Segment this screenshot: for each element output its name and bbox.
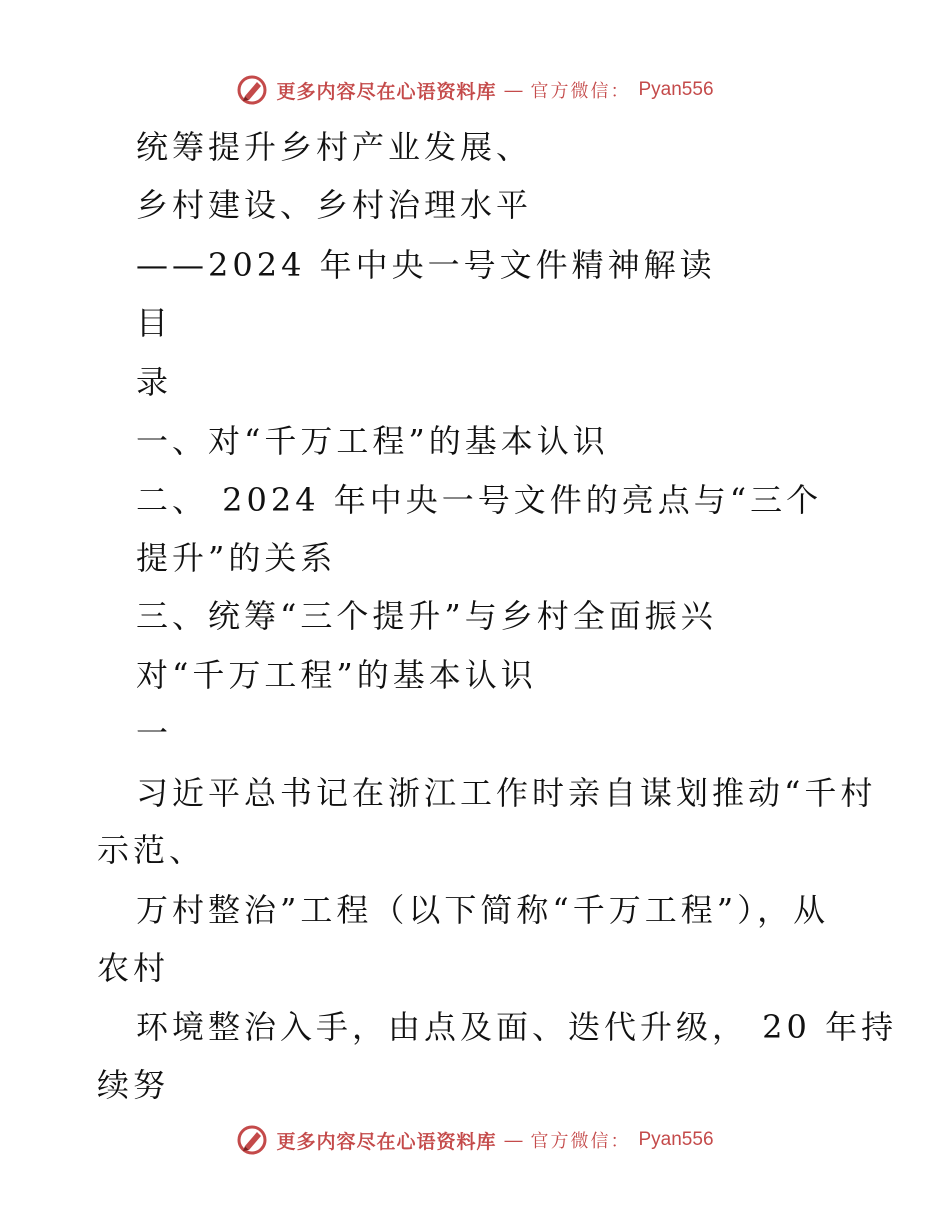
toc-item-1: 一、对“千万工程”的基本认识 xyxy=(136,422,609,460)
subtitle-line: ——2024 年中央一号文件精神解读 xyxy=(136,246,716,284)
watermark-label: 官方微信： xyxy=(530,1131,631,1152)
paragraph-line-3-wrap: 续努 xyxy=(97,1066,170,1104)
watermark-footer xyxy=(0,1120,950,1160)
watermark-label: 官方微信： xyxy=(530,81,631,102)
title-line-1: 统筹提升乡村产业发展、 xyxy=(136,128,533,166)
watermark-dash: — xyxy=(504,1129,523,1150)
watermark-handle: Pyan556 xyxy=(638,79,714,100)
pen-logo-icon xyxy=(236,74,268,106)
toc-item-2: 二、 2024 年中央一号文件的亮点与“三个 xyxy=(136,481,823,519)
section-heading: 对“千万工程”的基本认识 xyxy=(136,656,537,694)
paragraph-line-2-wrap: 农村 xyxy=(97,949,170,987)
watermark-header xyxy=(0,70,950,110)
paragraph-line-2: 万村整治”工程（以下简称“千万工程”），从 xyxy=(136,891,830,929)
toc-heading-part-1: 目 xyxy=(136,304,173,342)
watermark-text: 更多内容尽在心语资料库 xyxy=(276,1130,497,1153)
watermark-dash: — xyxy=(504,79,523,100)
paragraph-line-1-wrap: 示范、 xyxy=(97,831,206,869)
watermark-text: 更多内容尽在心语资料库 xyxy=(276,80,497,103)
toc-heading-part-2: 录 xyxy=(136,363,173,401)
pen-logo-icon xyxy=(236,1124,268,1156)
paragraph-line-3: 环境整治入手，由点及面、迭代升级， 20 年持 xyxy=(136,1008,898,1046)
watermark-handle: Pyan556 xyxy=(638,1129,714,1150)
section-number: 一 xyxy=(136,714,173,752)
toc-item-2-continued: 提升”的关系 xyxy=(136,539,337,577)
toc-item-3: 三、统筹“三个提升”与乡村全面振兴 xyxy=(136,597,717,635)
title-line-2: 乡村建设、乡村治理水平 xyxy=(136,186,533,224)
paragraph-line-1: 习近平总书记在浙江工作时亲自谋划推动“千村 xyxy=(136,774,877,812)
